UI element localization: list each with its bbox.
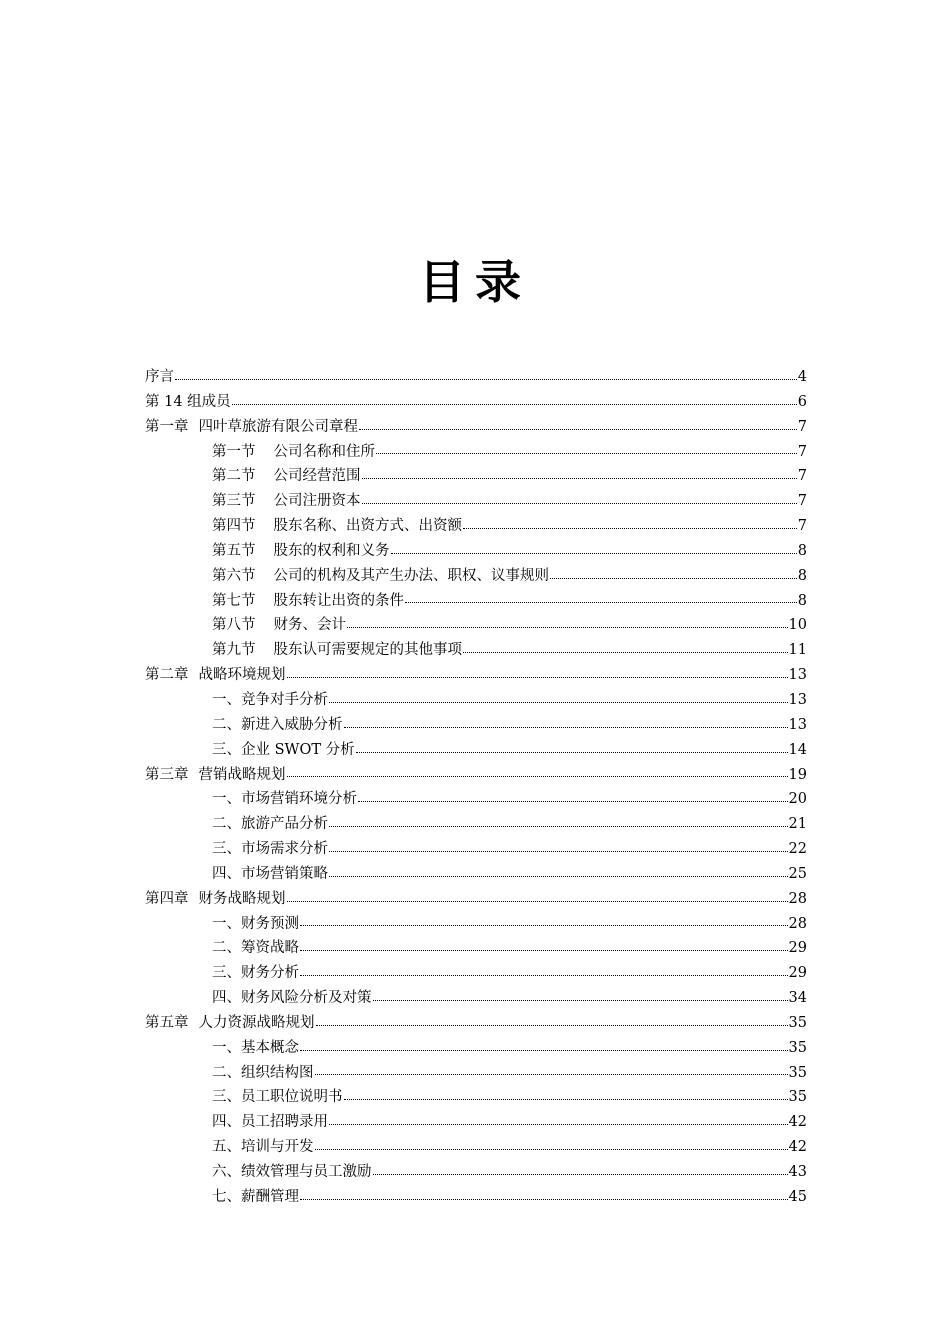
toc-entry-label	[212, 539, 390, 564]
toc-dot-leader	[376, 452, 797, 454]
toc-entry-text: 股东转让出资的条件	[273, 592, 404, 609]
toc-entry-text: 序言	[145, 369, 174, 385]
toc-entry-text: 三、财务分析	[212, 965, 299, 982]
toc-dot-leader	[175, 378, 797, 380]
toc-entry-label	[212, 862, 328, 887]
toc-page-number: 8	[797, 542, 807, 559]
toc-dot-leader	[287, 676, 788, 678]
toc-entry-text: 一、市场营销环境分析	[212, 791, 357, 808]
toc-entry-label	[212, 986, 372, 1011]
toc-entry-number: 第四章	[145, 890, 189, 907]
toc-entry-text: 财务战略规划	[198, 890, 286, 907]
toc-dot-leader	[391, 552, 797, 554]
toc-page-number: 45	[788, 1188, 807, 1205]
toc-page-number: 42	[788, 1139, 807, 1156]
toc-page-number: 8	[797, 592, 807, 609]
toc-entry[interactable]	[145, 613, 807, 638]
toc-entry[interactable]	[145, 440, 807, 465]
toc-page-number: 7	[797, 443, 807, 460]
toc-entry-label	[212, 464, 361, 489]
toc-dot-leader	[550, 577, 797, 579]
toc-entry[interactable]	[145, 862, 807, 887]
toc-entry[interactable]	[145, 713, 807, 738]
toc-entry-text: 四、员工招聘录用	[212, 1114, 328, 1131]
toc-entry-number: 第三节	[212, 493, 256, 510]
toc-entry-text: 二、新进入威胁分析	[212, 716, 343, 733]
toc-entry[interactable]	[145, 787, 807, 812]
toc-page-number: 19	[788, 766, 807, 783]
toc-entry-label	[212, 638, 462, 663]
toc-entry[interactable]	[145, 1061, 807, 1086]
toc-entry-text: 财务、会计	[273, 617, 346, 634]
toc-entry-label	[212, 589, 404, 614]
page-title: 目录	[419, 255, 531, 309]
toc-entry[interactable]	[145, 365, 807, 390]
toc-page-number: 35	[788, 1039, 807, 1056]
toc-dot-leader	[373, 1173, 788, 1175]
toc-entry-text: 二、旅游产品分析	[212, 816, 328, 833]
toc-page-number: 35	[788, 1064, 807, 1081]
toc-dot-leader	[300, 924, 788, 926]
toc-page-number: 8	[797, 567, 807, 584]
toc-entry-label	[145, 763, 286, 788]
toc-page-number: 34	[788, 990, 807, 1007]
toc-dot-leader	[329, 1123, 788, 1125]
toc-dot-leader	[300, 949, 788, 951]
toc-dot-leader	[362, 477, 797, 479]
toc-entry-label	[145, 887, 286, 912]
toc-dot-leader	[315, 1073, 788, 1075]
toc-entry-number: 第二章	[145, 667, 189, 684]
toc-entry-label	[212, 1185, 299, 1210]
toc-entry-text: 公司的机构及其产生办法、职权、议事规则	[273, 567, 549, 584]
toc-entry[interactable]	[145, 638, 807, 663]
toc-entry[interactable]	[145, 663, 807, 688]
toc-page-number: 42	[788, 1114, 807, 1131]
toc-entry-label	[212, 613, 346, 638]
toc-entry-text: 公司经营范围	[273, 468, 361, 485]
toc-entry[interactable]	[145, 986, 807, 1011]
toc-page-number: 35	[788, 1089, 807, 1106]
toc-entry-label	[145, 663, 286, 688]
toc-dot-leader	[359, 428, 797, 430]
toc-dot-leader	[329, 875, 788, 877]
toc-page-number: 10	[788, 617, 807, 634]
toc-entry[interactable]	[145, 1085, 807, 1110]
toc-page-number: 20	[788, 791, 807, 808]
toc-entry-label	[145, 390, 231, 415]
toc-entry[interactable]	[145, 961, 807, 986]
toc-entry-label	[212, 514, 462, 539]
toc-entry[interactable]	[145, 464, 807, 489]
toc-entry-label	[212, 1110, 328, 1135]
toc-entry-label	[212, 440, 375, 465]
toc-entry-text: 二、筹资战略	[212, 940, 299, 957]
toc-entry-label	[212, 812, 328, 837]
toc-page-number: 28	[788, 890, 807, 907]
toc-page-number: 6	[797, 393, 807, 410]
toc-entry[interactable]	[145, 415, 807, 440]
toc-entry[interactable]	[145, 564, 807, 589]
toc-dot-leader	[300, 1049, 788, 1051]
toc-entry[interactable]	[145, 887, 807, 912]
toc-entry-text: 六、绩效管理与员工激励	[212, 1164, 372, 1180]
toc-dot-leader	[329, 701, 788, 703]
toc-entry[interactable]	[145, 489, 807, 514]
toc-entry-label	[145, 1011, 315, 1036]
toc-page-number: 14	[788, 741, 807, 758]
toc-page-number: 13	[788, 691, 807, 708]
toc-page-number: 21	[788, 816, 807, 833]
toc-dot-leader	[344, 726, 788, 728]
toc-entry-label	[212, 1061, 314, 1086]
toc-entry[interactable]	[145, 539, 807, 564]
table-of-contents	[145, 365, 807, 1210]
toc-entry-number: 第一章	[145, 418, 189, 435]
toc-entry-label	[212, 688, 328, 713]
toc-entry-text: 五、培训与开发	[212, 1139, 314, 1156]
toc-entry-label	[212, 787, 357, 812]
toc-entry-number: 第五章	[145, 1014, 189, 1031]
toc-entry[interactable]	[145, 812, 807, 837]
toc-entry-label	[212, 912, 299, 937]
toc-dot-leader	[329, 825, 788, 827]
toc-entry-number: 第四节	[212, 518, 256, 535]
toc-dot-leader	[300, 974, 788, 976]
toc-entry-text: 战略环境规划	[198, 667, 286, 684]
toc-dot-leader	[329, 850, 788, 852]
toc-entry-text: 股东名称、出资方式、出资额	[273, 518, 462, 535]
toc-entry-label	[212, 837, 328, 862]
toc-entry-text: 股东认可需要规定的其他事项	[273, 642, 462, 659]
toc-entry[interactable]	[145, 763, 807, 788]
toc-entry-label	[145, 365, 174, 390]
toc-page-number: 28	[788, 915, 807, 932]
toc-page-number: 7	[797, 468, 807, 485]
toc-dot-leader	[287, 900, 788, 902]
toc-entry[interactable]	[145, 1110, 807, 1135]
toc-dot-leader	[373, 999, 788, 1001]
toc-entry-number: 第二节	[212, 468, 256, 485]
toc-entry-number: 第六节	[212, 567, 256, 584]
toc-dot-leader	[347, 626, 788, 628]
toc-entry-label	[212, 489, 361, 514]
toc-entry-label	[212, 936, 299, 961]
toc-dot-leader	[315, 1148, 788, 1150]
toc-entry-text: 三、企业 SWOT 分析	[212, 741, 355, 758]
toc-entry-label	[212, 1160, 372, 1185]
toc-entry-text: 三、员工职位说明书	[212, 1089, 343, 1106]
toc-entry-number: 第一节	[212, 443, 256, 460]
toc-dot-leader	[287, 775, 788, 777]
toc-page-number: 7	[797, 418, 807, 435]
toc-page-number: 7	[797, 493, 807, 510]
toc-entry[interactable]	[145, 1011, 807, 1036]
toc-page-number: 25	[788, 865, 807, 882]
toc-entry-label	[212, 1135, 314, 1160]
toc-page-number: 4	[797, 369, 807, 385]
toc-entry[interactable]	[145, 1036, 807, 1061]
toc-entry-text: 三、市场需求分析	[212, 841, 328, 858]
toc-entry[interactable]	[145, 1185, 807, 1210]
toc-entry[interactable]	[145, 912, 807, 937]
toc-entry-label	[212, 738, 355, 763]
toc-entry-text: 四、财务风险分析及对策	[212, 990, 372, 1007]
toc-entry[interactable]	[145, 738, 807, 763]
toc-page-number: 29	[788, 940, 807, 957]
toc-entry-label	[212, 564, 549, 589]
toc-dot-leader	[344, 1098, 788, 1100]
toc-entry-text: 股东的权利和义务	[273, 542, 390, 559]
toc-dot-leader	[362, 502, 797, 504]
toc-entry-number: 第八节	[212, 617, 256, 634]
toc-dot-leader	[316, 1024, 788, 1026]
toc-entry[interactable]	[145, 514, 807, 539]
toc-dot-leader	[300, 1198, 788, 1200]
toc-entry-text: 二、组织结构图	[212, 1064, 314, 1081]
toc-entry-number: 第九节	[212, 642, 256, 659]
toc-dot-leader	[463, 527, 797, 529]
toc-entry[interactable]	[145, 390, 807, 415]
toc-entry-text: 公司名称和住所	[273, 443, 375, 460]
toc-dot-leader	[405, 601, 797, 603]
toc-entry-text: 一、基本概念	[212, 1039, 299, 1056]
toc-page-number: 22	[788, 841, 807, 858]
toc-entry[interactable]	[145, 688, 807, 713]
toc-entry-label	[212, 1085, 343, 1110]
toc-page-number: 43	[788, 1164, 807, 1180]
toc-dot-leader	[463, 651, 788, 653]
toc-entry[interactable]	[145, 837, 807, 862]
toc-entry-text: 四、市场营销策略	[212, 865, 328, 882]
toc-entry[interactable]	[145, 1135, 807, 1160]
toc-page-number: 35	[788, 1014, 807, 1031]
toc-entry[interactable]	[145, 589, 807, 614]
toc-entry-text: 一、财务预测	[212, 915, 299, 932]
toc-entry-number: 第五节	[212, 542, 256, 559]
toc-entry-label	[212, 713, 343, 738]
toc-entry-number: 第三章	[145, 766, 189, 783]
toc-entry-text: 一、竞争对手分析	[212, 691, 328, 708]
toc-page-number: 13	[788, 667, 807, 684]
toc-entry[interactable]	[145, 936, 807, 961]
toc-page-number: 29	[788, 965, 807, 982]
toc-dot-leader	[356, 751, 788, 753]
toc-entry-label	[145, 415, 358, 440]
toc-dot-leader	[358, 800, 788, 802]
toc-entry-text: 公司注册资本	[273, 493, 361, 510]
toc-entry[interactable]	[145, 1160, 807, 1185]
toc-entry-text: 人力资源战略规划	[198, 1014, 315, 1031]
toc-entry-text: 四叶草旅游有限公司章程	[198, 418, 358, 435]
toc-page-number: 7	[797, 518, 807, 535]
toc-entry-number: 第七节	[212, 592, 256, 609]
toc-page-number: 13	[788, 716, 807, 733]
toc-entry-label	[212, 1036, 299, 1061]
toc-dot-leader	[232, 403, 797, 405]
toc-entry-text: 七、薪酬管理	[212, 1188, 299, 1205]
toc-page-number: 11	[788, 642, 807, 659]
toc-entry-text: 营销战略规划	[198, 766, 286, 783]
toc-entry-label	[212, 961, 299, 986]
toc-entry-text: 第 14 组成员	[145, 393, 231, 410]
